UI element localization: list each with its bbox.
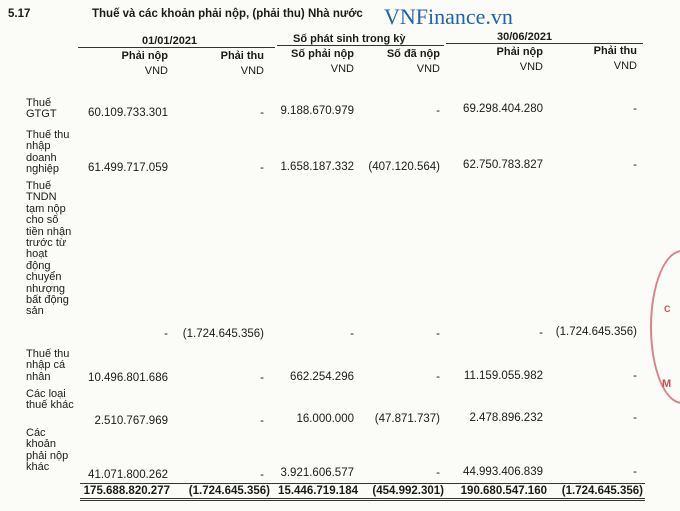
total-rule-bottom-2 — [80, 500, 645, 501]
cell: - — [633, 103, 637, 115]
cell: 62.750.783.827 — [463, 159, 543, 171]
cell: 2.510.767.969 — [94, 415, 168, 427]
total-cell: 175.688.820.277 — [83, 485, 170, 497]
total-cell: (1.724.645.356) — [188, 485, 270, 497]
cell: - — [260, 162, 264, 174]
cell: 11.159.055.982 — [463, 370, 543, 382]
cell: (1.724.645.356) — [555, 326, 637, 338]
cell: (47.871.737) — [374, 413, 440, 425]
section-title: Thuế và các khoản phải nộp, (phải thu) Nhà nước — [92, 8, 363, 20]
cell: 41.071.800.262 — [88, 469, 168, 481]
cell: - — [436, 371, 440, 383]
cell: - — [260, 107, 264, 119]
watermark-logo: VNFinance.vn — [384, 4, 513, 29]
unit-6: VND — [613, 60, 637, 72]
company-stamp — [650, 250, 680, 404]
cell: 2.478.896.232 — [469, 412, 543, 424]
row-label-pit: Thuế thu nhập cá nhân — [26, 348, 70, 383]
sub-header-5: Phải nộp — [496, 46, 543, 58]
cell: - — [539, 327, 543, 339]
col-group-opening: 01/01/2021 — [142, 35, 198, 47]
row-label-vat: Thuế GTGT — [26, 97, 57, 121]
total-rule-bottom-1 — [80, 498, 645, 499]
unit-3: VND — [330, 63, 354, 75]
row-label-cit: Thuế thu nhập doanh nghiệp — [26, 129, 70, 176]
sub-header-4: Số đã nộp — [386, 48, 440, 60]
cell: 44.993.406.839 — [463, 466, 543, 478]
cell: (1.724.645.356) — [182, 328, 264, 340]
cell: - — [436, 328, 440, 340]
cell: - — [633, 159, 637, 171]
total-cell: (1.724.645.356) — [561, 485, 643, 497]
sub-header-3: Số phải nộp — [291, 48, 354, 60]
cell: 662.254.296 — [290, 371, 354, 383]
col-group-period: Số phát sinh trong kỳ — [293, 33, 406, 45]
cell: - — [350, 328, 354, 340]
cell: 3.921.606.577 — [280, 467, 354, 479]
cell: - — [436, 105, 440, 117]
unit-5: VND — [519, 61, 543, 73]
total-cell: 190.680.547.160 — [460, 485, 547, 497]
header-rule-3 — [446, 43, 643, 44]
cell: 1.658.187.332 — [280, 161, 354, 173]
header-rule-2 — [277, 45, 444, 46]
sub-header-1: Phải nộp — [121, 50, 168, 62]
cell: 9.188.670.979 — [280, 105, 354, 117]
unit-2: VND — [240, 65, 264, 77]
stamp-letter: M — [662, 378, 672, 390]
sub-header-2: Phải thu — [220, 50, 264, 62]
cell: - — [260, 415, 264, 427]
cell: - — [436, 467, 440, 479]
row-label-cit-prepaid: Thuế TNDN tạm nộp cho số tiền nhận trước từ hoạt động chuyển nhượng bất động sản — [26, 180, 72, 318]
cell: 69.298.404.280 — [463, 103, 543, 115]
cell: - — [260, 372, 264, 384]
cell: - — [633, 370, 637, 382]
cell: - — [260, 469, 264, 481]
section-number: 5.17 — [8, 8, 31, 20]
cell: - — [633, 412, 637, 424]
cell: 16.000.000 — [296, 413, 354, 425]
cell: (407.120.564) — [368, 161, 440, 173]
total-cell: (454.992.301) — [372, 485, 444, 497]
sub-header-6: Phải thu — [593, 45, 637, 57]
unit-4: VND — [416, 63, 440, 75]
cell: 61.499.717.059 — [88, 162, 168, 174]
col-group-closing: 30/06/2021 — [497, 31, 553, 43]
cell: 60.109.733.301 — [88, 107, 168, 119]
total-cell: 15.446.719.184 — [278, 485, 358, 497]
row-label-other-taxes: Các loại thuế khác — [26, 388, 74, 412]
cell: 10.496.801.686 — [88, 372, 168, 384]
row-label-other-payables: Các khoản phải nộp khác — [26, 427, 69, 474]
cell: - — [633, 466, 637, 478]
stamp-letter: C — [664, 304, 671, 314]
total-rule-top — [80, 483, 645, 484]
cell: - — [164, 328, 168, 340]
unit-1: VND — [144, 65, 168, 77]
header-rule-1 — [78, 47, 275, 48]
